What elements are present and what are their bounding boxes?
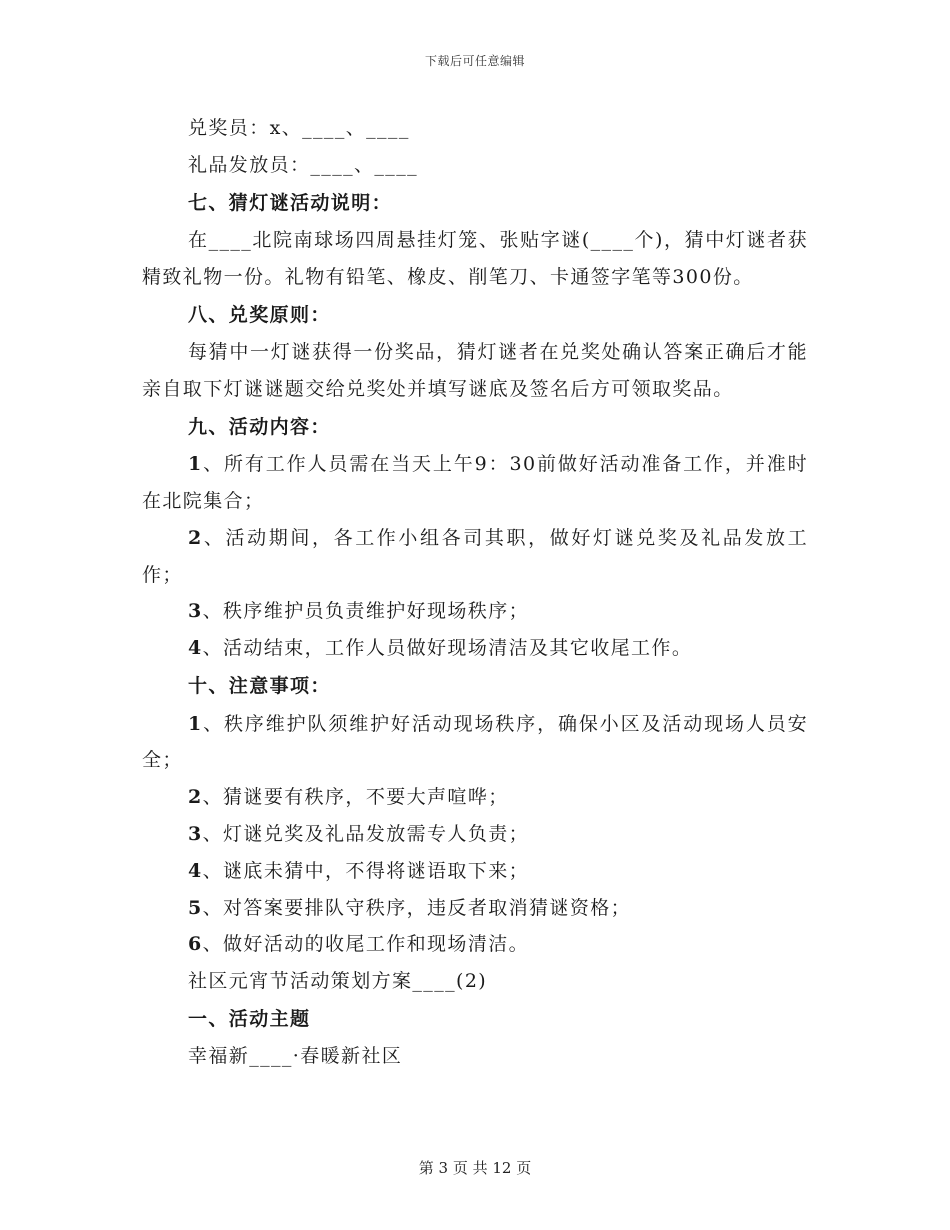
item-number: 3 bbox=[188, 600, 203, 623]
item-text: 、秩序维护队须维护好活动现场秩序，确保小区及活动现场人员安全； bbox=[142, 712, 808, 772]
item-number: 4 bbox=[188, 637, 203, 660]
section-8-title: 八、兑奖原则： bbox=[188, 303, 331, 326]
section-9-item bbox=[142, 593, 808, 630]
section-10-item bbox=[142, 853, 808, 890]
section-9-item bbox=[142, 446, 808, 520]
item-text: 、活动期间，各工作小组各司其职，做好灯谜兑奖及礼品发放工作； bbox=[142, 526, 808, 586]
item-text: 、秩序维护员负责维护好现场秩序； bbox=[202, 600, 530, 623]
activity-theme: 幸福新____·春暖新社区 bbox=[188, 1045, 403, 1068]
item-text: 、活动结束，工作人员做好现场清洁及其它收尾工作。 bbox=[202, 637, 693, 660]
section-10-item bbox=[142, 706, 808, 780]
item-number: 4 bbox=[188, 859, 203, 882]
item-number: 2 bbox=[188, 786, 203, 809]
section-10-title: 十、注意事项： bbox=[188, 675, 331, 698]
item-text: 、对答案要排队守秩序，违反者取消猜谜资格； bbox=[202, 896, 632, 919]
document-body bbox=[142, 110, 808, 1075]
section-10-item bbox=[142, 926, 808, 963]
item-text: 、谜底未猜中，不得将谜语取下来； bbox=[202, 859, 530, 882]
prize-staff-line: 兑奖员：x、____、____ bbox=[188, 117, 410, 139]
item-number: 1 bbox=[188, 712, 203, 735]
item-number: 5 bbox=[188, 896, 203, 919]
section-10-item bbox=[142, 779, 808, 816]
item-number: 2 bbox=[188, 526, 203, 549]
page-header: 下载后可任意编辑 bbox=[424, 54, 525, 68]
item-number: 6 bbox=[188, 933, 203, 956]
item-number: 3 bbox=[188, 822, 203, 845]
page-footer: 第 3 页 共 12 页 bbox=[418, 1159, 532, 1177]
section-7-title: 七、猜灯谜活动说明： bbox=[188, 191, 393, 214]
gift-staff-line: 礼品发放员：____、____ bbox=[188, 153, 419, 176]
section-9-item bbox=[142, 630, 808, 667]
section-8-paragraph: 每猜中一灯谜获得一份奖品，猜灯谜者在兑奖处确认答案正确后才能亲自取下灯谜谜题交给兑奖处并填写谜底及签名后方可领取奖品。 bbox=[142, 341, 808, 400]
section-9-title: 九、活动内容： bbox=[188, 415, 331, 438]
section-1-title: 一、活动主题 bbox=[188, 1007, 311, 1030]
section-7-paragraph: 在____北院南球场四周悬挂灯笼、张贴字谜(____个)，猜中灯谜者获精致礼物一份。礼物有铅笔、橡皮、削笔刀、卡通签字笔等300份。 bbox=[142, 229, 808, 288]
section-9-item bbox=[142, 520, 808, 594]
item-text: 、做好活动的收尾工作和现场清洁。 bbox=[202, 933, 530, 956]
second-document-title: 社区元宵节活动策划方案____(2) bbox=[188, 970, 488, 993]
item-text: 、灯谜兑奖及礼品发放需专人负责； bbox=[202, 822, 530, 845]
item-text: 、所有工作人员需在当天上午9：30前做好活动准备工作，并准时在北院集合； bbox=[142, 453, 808, 513]
section-10-item bbox=[142, 816, 808, 853]
item-number: 1 bbox=[188, 453, 203, 476]
item-text: 、猜谜要有秩序，不要大声喧哗； bbox=[202, 786, 509, 809]
section-10-item bbox=[142, 890, 808, 927]
